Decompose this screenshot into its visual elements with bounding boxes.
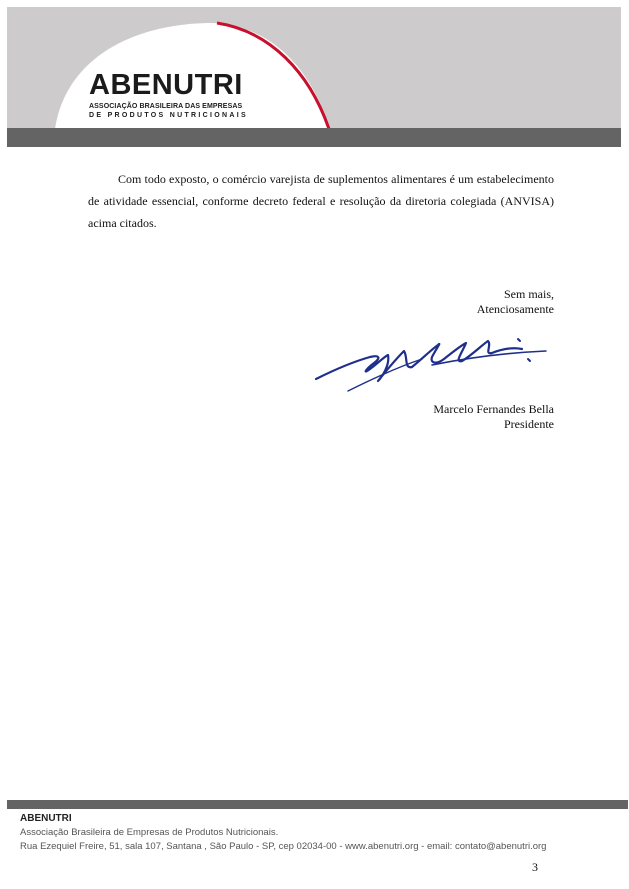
signer-name: Marcelo Fernandes Bella: [433, 402, 554, 416]
logo-subtitle-line1: ASSOCIAÇÃO BRASILEIRA DAS EMPRESAS: [89, 103, 243, 110]
handwritten-signature: [312, 335, 552, 397]
footer-address: Rua Ezequiel Freire, 51, sala 107, Santana , São Paulo - SP, cep 02034-00 - www.abenutri.org - email: contato@abenutri.org: [20, 841, 547, 852]
body-paragraph: Com todo exposto, o comércio varejista de suplementos alimentares é um estabelecimento de atividade essencial, conforme decreto federal e resolução da diretoria colegiada (ANVISA) acima citados.: [88, 172, 554, 230]
closing-line: Atenciosamente: [476, 302, 554, 316]
logo-name: ABENUTRI: [89, 69, 243, 101]
closing-line: Sem mais,: [504, 287, 554, 301]
footer-full-name: Associação Brasileira de Empresas de Produtos Nutricionais.: [20, 827, 279, 838]
letterhead-footer: [20, 812, 546, 854]
footer-band: [7, 800, 628, 809]
signer-title: Presidente: [504, 417, 554, 431]
abenutri-logo: [89, 71, 289, 120]
closing-block: [477, 287, 554, 317]
signer-block: [433, 402, 554, 432]
footer-org-name: ABENUTRI: [20, 813, 72, 824]
header-band: [7, 128, 621, 147]
logo-subtitle-line2: DE PRODUTOS NUTRICIONAIS: [89, 112, 248, 119]
letterhead-header: [7, 7, 621, 147]
page-number: 3: [532, 860, 538, 874]
